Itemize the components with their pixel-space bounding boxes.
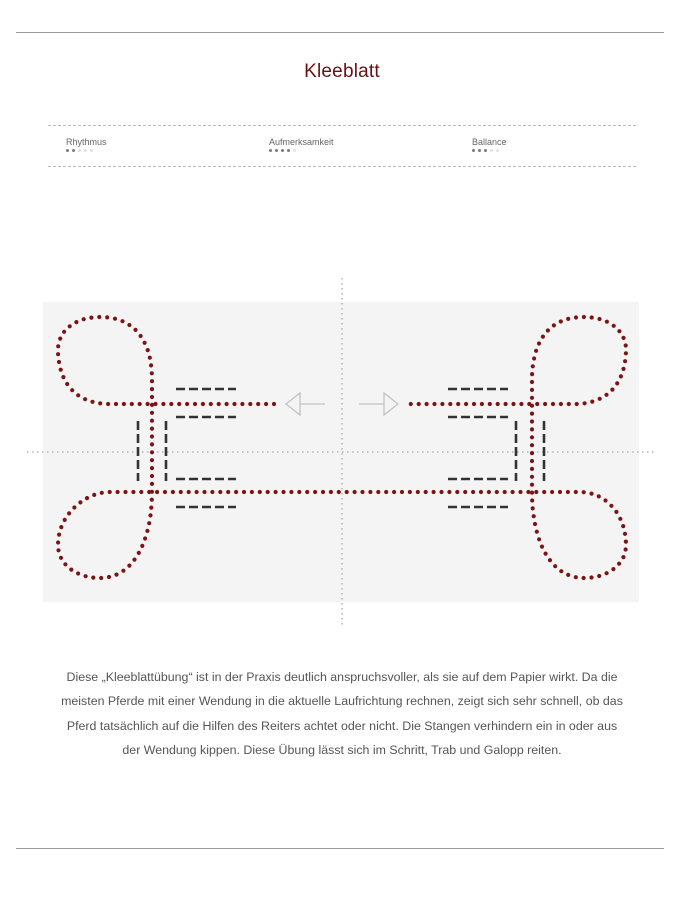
- track-dot: [604, 393, 608, 397]
- rating-label: Aufmerksamkeit: [269, 137, 334, 147]
- track-dot: [621, 555, 625, 559]
- track-dot: [548, 558, 552, 562]
- track-dot: [116, 490, 120, 494]
- track-dot: [439, 490, 443, 494]
- track-dot: [63, 562, 67, 566]
- track-dot: [503, 490, 507, 494]
- track-dot: [531, 506, 535, 510]
- track-dot: [67, 511, 71, 515]
- track-dot: [621, 524, 625, 528]
- track-dot: [526, 490, 530, 494]
- track-dot: [408, 490, 412, 494]
- track-dot: [610, 388, 614, 392]
- track-dot: [56, 344, 60, 348]
- track-dot: [597, 574, 601, 578]
- track-dot: [146, 348, 150, 352]
- track-dot: [546, 328, 550, 332]
- track-dot: [432, 402, 436, 406]
- track-dot: [559, 319, 563, 323]
- track-dot: [120, 319, 124, 323]
- track-dot: [59, 556, 63, 560]
- track-dot: [487, 490, 491, 494]
- track-dot: [384, 490, 388, 494]
- track-dot: [425, 402, 429, 406]
- track-dot: [85, 496, 89, 500]
- track-dot: [195, 490, 199, 494]
- track-dot: [321, 490, 325, 494]
- track-dot: [84, 574, 88, 578]
- track-dot: [392, 490, 396, 494]
- track-dot: [193, 402, 197, 406]
- track-dot: [424, 490, 428, 494]
- track-dot: [150, 379, 154, 383]
- track-dot: [153, 402, 157, 406]
- star-empty-icon: [90, 149, 93, 152]
- rating-stars: [269, 149, 334, 155]
- track-dot: [57, 360, 61, 364]
- track-dot: [57, 533, 61, 537]
- track-dot: [479, 490, 483, 494]
- track-dot: [242, 490, 246, 494]
- track-dot: [530, 396, 534, 400]
- track-dot: [148, 356, 152, 360]
- track-dot: [353, 490, 357, 494]
- track-dot: [530, 443, 534, 447]
- track-dot: [137, 551, 141, 555]
- track-dot: [530, 388, 534, 392]
- track-dot: [161, 402, 165, 406]
- track-dot: [266, 490, 270, 494]
- track-dot: [537, 341, 541, 345]
- track-dot: [133, 328, 137, 332]
- track-dot: [612, 324, 616, 328]
- track-dot: [464, 402, 468, 406]
- track-dot: [226, 490, 230, 494]
- star-filled-icon: [72, 149, 75, 152]
- track-dot: [97, 315, 101, 319]
- track-dot: [82, 317, 86, 321]
- star-filled-icon: [281, 149, 284, 152]
- track-dot: [550, 490, 554, 494]
- track-dot: [149, 363, 153, 367]
- track-dot: [534, 490, 538, 494]
- track-dot: [531, 364, 535, 368]
- track-dot: [518, 490, 522, 494]
- track-dot: [240, 402, 244, 406]
- rating-label: Ballance: [472, 137, 507, 147]
- track-dot: [558, 490, 562, 494]
- top-divider: [16, 32, 664, 33]
- track-dot: [532, 514, 536, 518]
- track-dot: [122, 402, 126, 406]
- track-dot: [582, 315, 586, 319]
- track-dot: [131, 490, 135, 494]
- track-dot: [140, 544, 144, 548]
- track-dot: [535, 530, 539, 534]
- track-dot: [597, 317, 601, 321]
- track-dot: [248, 402, 252, 406]
- track-dot: [544, 552, 548, 556]
- track-dot: [65, 382, 69, 386]
- track-dot: [624, 540, 628, 544]
- track-dot: [218, 490, 222, 494]
- track-dot: [416, 490, 420, 494]
- track-dot: [455, 490, 459, 494]
- track-dot: [566, 317, 570, 321]
- track-dot: [61, 375, 65, 379]
- star-filled-icon: [275, 149, 278, 152]
- track-dot: [225, 402, 229, 406]
- track-dot: [605, 320, 609, 324]
- track-dot: [511, 402, 515, 406]
- track-dot: [256, 402, 260, 406]
- track-dot: [150, 498, 154, 502]
- bottom-divider: [16, 848, 664, 849]
- track-dot: [574, 575, 578, 579]
- track-dot: [567, 402, 571, 406]
- track-dot: [148, 513, 152, 517]
- track-dot: [139, 490, 143, 494]
- track-dot: [574, 490, 578, 494]
- track-dot: [132, 558, 136, 562]
- track-dot: [589, 492, 593, 496]
- track-dot: [541, 335, 545, 339]
- rating-ballance: [472, 137, 507, 155]
- track-dot: [250, 490, 254, 494]
- cloverleaf-diagram: [0, 270, 684, 640]
- track-dot: [202, 490, 206, 494]
- track-dot: [107, 575, 111, 579]
- track-dot: [566, 573, 570, 577]
- track-dot: [150, 434, 154, 438]
- track-dot: [590, 400, 594, 404]
- star-empty-icon: [490, 149, 493, 152]
- track-dot: [92, 493, 96, 497]
- track-dot: [90, 400, 94, 404]
- track-dot: [62, 330, 66, 334]
- track-dot: [72, 505, 76, 509]
- track-dot: [329, 490, 333, 494]
- track-dot: [91, 576, 95, 580]
- track-dot: [150, 442, 154, 446]
- track-dot: [496, 402, 500, 406]
- track-dot: [609, 504, 613, 508]
- track-dot: [150, 403, 154, 407]
- track-dot: [114, 402, 118, 406]
- track-dot: [590, 315, 594, 319]
- track-dot: [530, 498, 534, 502]
- track-dot: [376, 490, 380, 494]
- track-dot: [471, 490, 475, 494]
- track-dot: [150, 411, 154, 415]
- track-dot: [582, 576, 586, 580]
- track-dot: [624, 351, 628, 355]
- track-dot: [217, 402, 221, 406]
- track-dot: [540, 545, 544, 549]
- track-dot: [553, 564, 557, 568]
- track-dot: [617, 562, 621, 566]
- star-filled-icon: [287, 149, 290, 152]
- track-dot: [542, 490, 546, 494]
- track-dot: [150, 387, 154, 391]
- track-dot: [100, 491, 104, 495]
- track-dot: [535, 402, 539, 406]
- rating-aufmerksamkeit: [269, 137, 334, 155]
- track-dot: [56, 548, 60, 552]
- track-dot: [150, 466, 154, 470]
- ratings-bar: [48, 125, 636, 167]
- track-dot: [289, 490, 293, 494]
- track-dot: [504, 402, 508, 406]
- track-dot: [574, 315, 578, 319]
- track-dot: [448, 402, 452, 406]
- track-dot: [360, 490, 364, 494]
- track-dot: [138, 402, 142, 406]
- track-dot: [59, 368, 63, 372]
- track-dot: [621, 367, 625, 371]
- track-dot: [551, 402, 555, 406]
- track-dot: [618, 517, 622, 521]
- track-dot: [70, 388, 74, 392]
- track-dot: [150, 371, 154, 375]
- track-dot: [530, 372, 534, 376]
- description-text: Diese „Kleeblattübung“ ist in der Praxis deutlich anspruchsvoller, als sie auf dem Papier wirkt. Da die meisten Pferde mit einer Wendung in die aktuelle Laufrichtung rechnen, zeigt sich sehr schnell, ob das Pferd tatsächlich auf die Hilfen des Reiters achtet oder nicht. Die Stangen verhindern ein in oder aus der Wendung kippen. Diese Übung lässt sich im Schritt, Trab und Galopp reiten.: [61, 670, 623, 758]
- track-dot: [147, 490, 151, 494]
- track-dot: [74, 320, 78, 324]
- track-dot: [63, 518, 67, 522]
- track-dot: [552, 323, 556, 327]
- track-dot: [537, 537, 541, 541]
- track-dot: [589, 575, 593, 579]
- track-dot: [617, 329, 621, 333]
- track-dot: [108, 490, 112, 494]
- track-dot: [543, 402, 547, 406]
- track-dot: [272, 402, 276, 406]
- track-dot: [603, 498, 607, 502]
- track-dot: [106, 402, 110, 406]
- track-dot: [409, 402, 413, 406]
- track-dot: [582, 490, 586, 494]
- track-dot: [614, 510, 618, 514]
- track-dot: [597, 494, 601, 498]
- track-dot: [185, 402, 189, 406]
- page-title: Kleeblatt: [304, 61, 380, 82]
- track-dot: [313, 490, 317, 494]
- track-dot: [177, 402, 181, 406]
- track-dot: [559, 402, 563, 406]
- track-dot: [150, 474, 154, 478]
- track-dot: [123, 490, 127, 494]
- track-dot: [179, 490, 183, 494]
- track-dot: [530, 467, 534, 471]
- track-dot: [150, 395, 154, 399]
- track-dot: [149, 506, 153, 510]
- track-dot: [530, 380, 534, 384]
- track-dot: [209, 402, 213, 406]
- track-dot: [105, 315, 109, 319]
- track-dot: [163, 490, 167, 494]
- track-dot: [611, 567, 615, 571]
- track-dot: [417, 402, 421, 406]
- track-dot: [480, 402, 484, 406]
- track-dot: [139, 334, 143, 338]
- track-dot: [187, 490, 191, 494]
- track-dot: [150, 458, 154, 462]
- track-dot: [530, 459, 534, 463]
- track-dot: [583, 401, 587, 405]
- track-dot: [297, 490, 301, 494]
- track-dot: [624, 547, 628, 551]
- track-dot: [274, 490, 278, 494]
- track-dot: [127, 323, 131, 327]
- track-dot: [69, 568, 73, 572]
- track-dot: [432, 490, 436, 494]
- track-dot: [530, 491, 534, 495]
- track-dot: [566, 490, 570, 494]
- track-dot: [530, 483, 534, 487]
- track-dot: [150, 450, 154, 454]
- track-dot: [440, 402, 444, 406]
- rating-rhythmus: [66, 137, 107, 155]
- track-dot: [337, 490, 341, 494]
- star-filled-icon: [66, 149, 69, 152]
- track-dot: [83, 397, 87, 401]
- track-dot: [210, 490, 214, 494]
- track-dot: [624, 343, 628, 347]
- rating-stars: [66, 149, 107, 155]
- star-filled-icon: [472, 149, 475, 152]
- track-dot: [488, 402, 492, 406]
- track-dot: [155, 490, 159, 494]
- track-dot: [530, 427, 534, 431]
- track-dot: [264, 402, 268, 406]
- track-dot: [130, 402, 134, 406]
- track-dot: [201, 402, 205, 406]
- star-empty-icon: [293, 149, 296, 152]
- track-dot: [113, 317, 117, 321]
- track-dot: [305, 490, 309, 494]
- track-dot: [345, 490, 349, 494]
- track-dot: [232, 402, 236, 406]
- star-filled-icon: [484, 149, 487, 152]
- track-dot: [145, 529, 149, 533]
- track-dot: [59, 525, 63, 529]
- star-empty-icon: [496, 149, 499, 152]
- track-dot: [98, 401, 102, 405]
- track-dot: [463, 490, 467, 494]
- track-dot: [368, 490, 372, 494]
- track-dot: [615, 381, 619, 385]
- track-dot: [234, 490, 238, 494]
- track-dot: [530, 412, 534, 416]
- track-dot: [619, 374, 623, 378]
- track-dot: [76, 393, 80, 397]
- star-filled-icon: [269, 149, 272, 152]
- track-dot: [258, 490, 262, 494]
- track-dot: [58, 337, 62, 341]
- track-dot: [78, 500, 82, 504]
- track-dot: [623, 359, 627, 363]
- track-dot: [68, 324, 72, 328]
- track-dot: [575, 402, 579, 406]
- track-dot: [530, 419, 534, 423]
- track-dot: [534, 349, 538, 353]
- star-empty-icon: [78, 149, 81, 152]
- track-dot: [527, 402, 531, 406]
- track-dot: [150, 482, 154, 486]
- track-dot: [456, 402, 460, 406]
- star-empty-icon: [84, 149, 87, 152]
- rating-stars: [472, 149, 507, 155]
- track-dot: [89, 316, 93, 320]
- track-dot: [56, 352, 60, 356]
- track-dot: [510, 490, 514, 494]
- track-dot: [150, 419, 154, 423]
- track-dot: [532, 356, 536, 360]
- track-dot: [400, 490, 404, 494]
- track-dot: [169, 402, 173, 406]
- track-dot: [495, 490, 499, 494]
- track-dot: [598, 397, 602, 401]
- track-dot: [530, 435, 534, 439]
- track-dot: [171, 490, 175, 494]
- track-dot: [559, 569, 563, 573]
- rating-label: Rhythmus: [66, 137, 107, 147]
- track-dot: [519, 402, 523, 406]
- track-dot: [121, 569, 125, 573]
- track-dot: [56, 540, 60, 544]
- track-dot: [623, 532, 627, 536]
- track-dot: [146, 402, 150, 406]
- track-dot: [605, 571, 609, 575]
- track-dot: [150, 427, 154, 431]
- star-filled-icon: [478, 149, 481, 152]
- track-dot: [447, 490, 451, 494]
- track-dot: [114, 573, 118, 577]
- track-dot: [76, 571, 80, 575]
- track-dot: [530, 451, 534, 455]
- track-dot: [147, 521, 151, 525]
- track-dot: [621, 336, 625, 340]
- track-dot: [530, 475, 534, 479]
- track-dot: [533, 522, 537, 526]
- track-dot: [281, 490, 285, 494]
- track-dot: [143, 341, 147, 345]
- track-dot: [127, 564, 131, 568]
- track-dot: [472, 402, 476, 406]
- track-dot: [99, 576, 103, 580]
- track-dot: [143, 536, 147, 540]
